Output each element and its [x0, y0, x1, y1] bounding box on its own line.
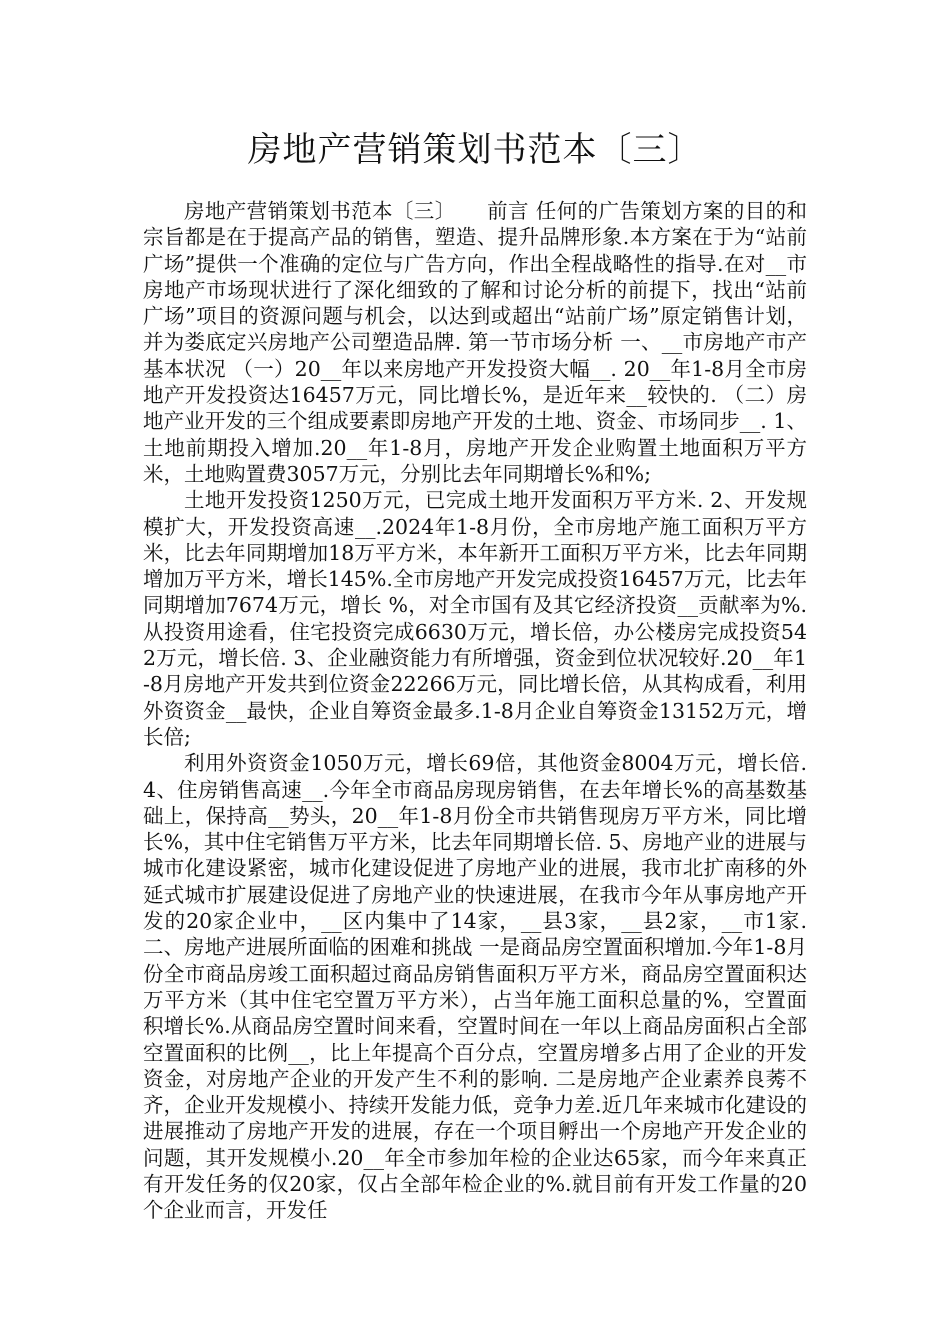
paragraph-2: 土地开发投资1250万元，已完成土地开发面积万平方米. 2、开发规模扩大，开发投资高速__.2024年1-8月份，全市房地产施工面积万平方米，比去年同期增加18万平方米，本年新开工面积万平方米，比去年同期增加万平方米，增长145%.全市房地产开发完成投资16457万元，比去年同期增加7674万元，增长 %，对全市国有及其它经济投资__贡献率为%.从投资用途看，住宅投资完成6630万元，增长倍，办公楼房完成投资542万元，增长倍. 3、企业融资能力有所增强，资金到位状况较好.20__年1-8月房地产开发共到位资金22266万元，同比增长倍，从其构成看，利用外资资金__最快，企业自筹资金最多.1-8月企业自筹资金13152万元，增长倍;	[143, 488, 807, 749]
paragraph-1: 房地产营销策划书范本〔三〕 前言 任何的广告策划方案的目的和宗旨都是在于提高产品的销售，塑造、提升品牌形象.本方案在于为“站前广场”提供一个准确的定位与广告方向，作出全程战略性的指导.在对__市房地产市场现状进行了深化细致的了解和讨论分析的前提下，找出“站前广场”项目的资源问题与机会，以达到或超出“站前广场”原定销售计划，并为娄底定兴房地产公司塑造品牌. 第一节市场分析 一、__市房地产市产基本状况 （一）20__年以来房地产开发投资大幅__. 20__年1-8月全市房地产开发投资达16457万元，同比增长%，是近年来__较快的. （二）房地产业开发的三个组成要素即房地产开发的土地、资金、市场同步__. 1、土地前期投入增加.20__年1-8月，房地产开发企业购置土地面积万平方米，土地购置费3057万元，分别比去年同期增长%和%;	[143, 199, 807, 486]
paragraph-3: 利用外资资金1050万元，增长69倍，其他资金8004万元，增长倍. 4、住房销售高速__.今年全市商品房现房销售，在去年增长%的高基数基础上，保持高__势头，20__年1-8月份全市共销售现房万平方米，同比增长%，其中住宅销售万平方米，比去年同期增长倍. 5、房地产业的进展与城市化建设紧密，城市化建设促进了房地产业的进展，我市北扩南移的外延式城市扩展建设促进了房地产业的快速进展，在我市今年从事房地产开发的20家企业中，__区内集中了14家，__县3家，__县2家，__市1家. 二、房地产进展所面临的困难和挑战 一是商品房空置面积增加.今年1-8月份全市商品房竣工面积超过商品房销售面积万平方米，商品房空置面积达万平方米（其中住宅空置万平方米），占当年施工面积总量的%，空置面积增长%.从商品房空置时间来看，空置时间在一年以上商品房面积占全部空置面积的比例__，比上年提高个百分点，空置房增多占用了企业的开发资金，对房地产企业的开发产生不利的影响. 二是房地产企业素养良莠不齐，企业开发规模小、持续开发能力低，竞争力差.近几年来城市化建设的进展推动了房地产开发的进展，存在一个项目孵出一个房地产开发企业的问题，其开发规模小.20__年全市参加年检的企业达65家，而今年来真正有开发任务的仅20家，仅占全部年检企业的%.就目前有开发工作量的20个企业而言，开发任	[143, 751, 807, 1223]
document-body	[143, 198, 807, 1224]
document-title: 房地产营销策划书范本〔三〕	[247, 130, 703, 170]
